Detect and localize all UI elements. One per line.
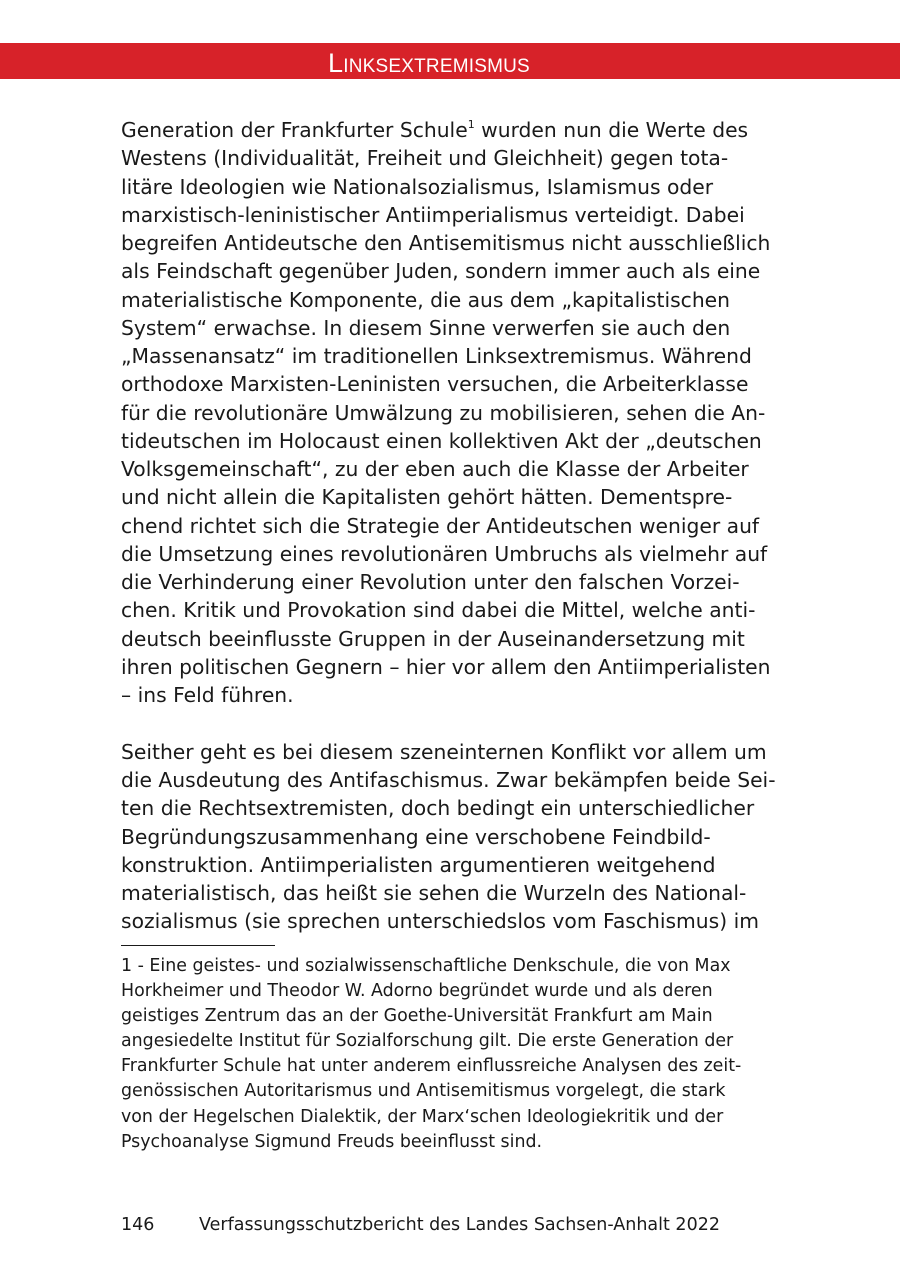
body-text <box>121 116 781 936</box>
footnote-line: angesiedelte Institut für Sozialforschung gilt. Die erste Generation der <box>121 1031 734 1052</box>
body-line-end: wurden nun die Werte des <box>474 118 749 142</box>
body-line: orthodoxe Marxisten-Leninisten versuchen, die Arbeiterklasse <box>121 372 749 397</box>
body-line-start: Generation der Frankfurter Schule <box>121 118 468 142</box>
body-line: die Verhinderung einer Revolution unter den falschen Vorzei- <box>121 570 740 594</box>
footnote-line: genössischen Autoritarismus und Antisemitismus vorgelegt, die stark <box>121 1081 726 1102</box>
body-line: chen. Kritik und Provokation sind dabei die Mittel, welche anti- <box>121 598 756 623</box>
paragraph-gap <box>121 709 781 738</box>
body-line: materialistische Komponente, die aus dem „kapitalistischen <box>121 287 731 312</box>
body-line: Volksgemeinschaft“, zu der eben auch die Klasse der Arbeiter <box>121 457 749 481</box>
body-line: ihren politischen Gegnern – hier vor allem den Antiimperialisten <box>121 654 771 679</box>
body-line: materialistisch, das heißt sie sehen die Wurzeln des National- <box>121 881 747 905</box>
body-line: „Massenansatz“ im traditionellen Linksextremismus. Während <box>121 344 752 368</box>
section-title: Linksextremismus <box>328 48 530 78</box>
body-line: tideutschen im Holocaust einen kollektiven Akt der „deutschen <box>121 428 762 453</box>
footnote-line: Frankfurter Schule hat unter anderem einflussreiche Analysen des zeit- <box>121 1056 742 1077</box>
footnote-reference[interactable]: 1 <box>467 118 475 131</box>
publication-title: Verfassungsschutzbericht des Landes Sachsen-Anhalt 2022 <box>199 1215 720 1235</box>
body-line: – ins Feld führen. <box>121 683 294 707</box>
body-line: begreifen Antideutsche den Antisemitismus nicht ausschließlich <box>121 231 771 255</box>
footnote-line: Psychoanalyse Sigmund Freuds beeinflusst sind. <box>121 1131 543 1152</box>
page-number: 146 <box>121 1215 155 1235</box>
body-line: System“ erwachse. In diesem Sinne verwerfen sie auch den <box>121 315 731 340</box>
page-footer <box>121 1213 720 1237</box>
footnote-line: 1 - Eine geistes- und sozialwissenschaftliche Denkschule, die von Max <box>121 956 731 976</box>
footnote <box>121 954 781 1155</box>
body-line: für die revolutionäre Umwälzung zu mobilisieren, sehen die An- <box>121 400 766 425</box>
body-line: deutsch beeinflusste Gruppen in der Auseinandersetzung mit <box>121 626 745 651</box>
body-line: ten die Rechtsextremisten, doch bedingt ein unterschiedlicher <box>121 796 755 821</box>
body-line: marxistisch-leninistischer Antiimperialismus verteidigt. Dabei <box>121 202 745 227</box>
body-line: Westens (Individualität, Freiheit und Gleichheit) gegen tota- <box>121 146 729 171</box>
footnote-line: Horkheimer und Theodor W. Adorno begründet wurde und als deren <box>121 981 713 1002</box>
footnote-divider <box>121 945 275 946</box>
body-line: konstruktion. Antiimperialisten argumentieren weitgehend <box>121 852 716 877</box>
body-line: litäre Ideologien wie Nationalsozialismus, Islamismus oder <box>121 174 714 199</box>
body-line: und nicht allein die Kapitalisten gehört hätten. Dementspre- <box>121 485 733 510</box>
body-line: Begründungszusammenhang eine verschobene Feindbild- <box>121 824 711 849</box>
body-line: Seither geht es bei diesem szeneinternen Konflikt vor allem um <box>121 739 767 764</box>
body-line: die Umsetzung eines revolutionären Umbruchs als vielmehr auf <box>121 541 768 566</box>
body-line <box>121 116 781 144</box>
body-line: die Ausdeutung des Antifaschismus. Zwar bekämpfen beide Sei- <box>121 768 776 792</box>
body-line: sozialismus (sie sprechen unterschiedslos vom Faschismus) im <box>121 909 759 934</box>
footnote-line: geistiges Zentrum das an der Goethe-Universität Frankfurt am Main <box>121 1006 713 1027</box>
footnote-line: von der Hegelschen Dialektik, der Marx‘schen Ideologiekritik und der <box>121 1106 724 1127</box>
body-line: als Feindschaft gegenüber Juden, sondern immer auch als eine <box>121 259 761 284</box>
body-line: chend richtet sich die Strategie der Antideutschen weniger auf <box>121 513 760 538</box>
